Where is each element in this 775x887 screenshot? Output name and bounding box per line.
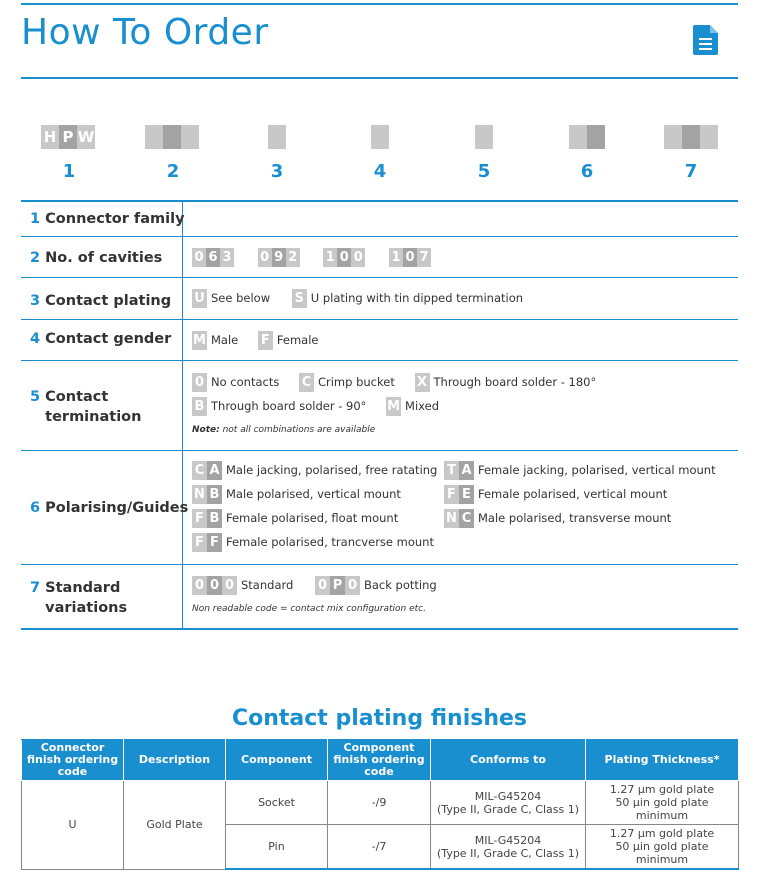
termination-code[interactable]: 0 bbox=[192, 373, 207, 392]
position-number: 4 bbox=[373, 161, 387, 182]
position-number: 3 bbox=[270, 161, 284, 182]
cavity-code[interactable]: 0 9 2 bbox=[258, 248, 300, 267]
code-slot bbox=[664, 125, 682, 149]
termination-options-line1 bbox=[192, 373, 596, 392]
component-cell: Pin bbox=[226, 825, 328, 870]
row-contact-termination bbox=[21, 361, 738, 451]
cavity-code[interactable]: 0 6 3 bbox=[192, 248, 234, 267]
variation-text: Back potting bbox=[363, 578, 437, 592]
termination-text: Crimp bucket bbox=[317, 375, 395, 389]
code-slot bbox=[700, 125, 718, 149]
row-contact-plating bbox=[21, 278, 738, 320]
polarising-option bbox=[444, 485, 667, 504]
polarising-option bbox=[192, 533, 434, 552]
polarising-text: Female polarised, vertical mount bbox=[478, 487, 668, 501]
header-rule bbox=[21, 77, 738, 79]
finishes-title: Contact plating finishes bbox=[231, 706, 528, 731]
position-number: 5 bbox=[477, 161, 491, 182]
polarising-text: Male polarised, vertical mount bbox=[226, 487, 401, 501]
variation-options bbox=[192, 576, 437, 595]
finish-ordering-cell: -/7 bbox=[328, 825, 431, 870]
polarising-text: Male jacking, polarised, free ratating bbox=[226, 463, 438, 477]
termination-text: Mixed bbox=[405, 399, 439, 413]
row-cavities bbox=[21, 237, 738, 278]
termination-code[interactable]: X bbox=[415, 373, 430, 392]
position-number: 2 bbox=[166, 161, 180, 182]
header-cell: Conforms to bbox=[431, 740, 586, 781]
code-slot bbox=[163, 125, 181, 149]
row-standard-variations bbox=[21, 565, 738, 630]
gender-options bbox=[192, 331, 319, 350]
polarising-text: Female polarised, float mount bbox=[226, 511, 399, 525]
code-letter: P bbox=[59, 125, 77, 149]
polarising-code[interactable]: F E bbox=[444, 485, 474, 504]
table-row bbox=[22, 781, 739, 825]
plating-text: See below bbox=[211, 291, 271, 305]
conforms-cell: MIL-G45204 (Type II, Grade C, Class 1) bbox=[431, 825, 586, 870]
document-icon[interactable] bbox=[693, 25, 718, 55]
polarising-option bbox=[192, 509, 398, 528]
termination-note: Note: not all combinations are available bbox=[192, 425, 376, 435]
termination-options-line2 bbox=[192, 397, 439, 416]
polarising-code[interactable]: F F bbox=[192, 533, 222, 552]
row-polarising bbox=[21, 451, 738, 565]
termination-text: Through board solder - 180° bbox=[433, 375, 597, 389]
plating-text: U plating with tin dipped termination bbox=[310, 291, 524, 305]
cavity-options bbox=[192, 248, 431, 267]
polarising-code[interactable]: N B bbox=[192, 485, 222, 504]
row-label: 5 Contact termination bbox=[30, 389, 142, 425]
polarising-option bbox=[444, 509, 671, 528]
gender-code[interactable]: M bbox=[193, 333, 206, 348]
code-letter: H bbox=[41, 125, 59, 149]
polarising-text: Female polarised, trancverse mount bbox=[226, 535, 434, 549]
finishes-table bbox=[21, 739, 739, 870]
position-number: 1 bbox=[62, 161, 76, 182]
plating-options bbox=[192, 289, 523, 308]
thickness-cell: 1.27 µm gold plate 50 µin gold plate minimum bbox=[586, 825, 739, 870]
finish-code-cell: U bbox=[22, 781, 124, 870]
polarising-text: Male polarised, transverse mount bbox=[478, 511, 672, 525]
termination-text: Through board solder - 90° bbox=[211, 399, 367, 413]
component-cell: Socket bbox=[226, 781, 328, 825]
code-slot bbox=[475, 125, 493, 149]
row-label: 6 Polarising/Guides bbox=[30, 500, 189, 516]
termination-text: No contacts bbox=[211, 375, 280, 389]
variation-code[interactable]: 0 P 0 bbox=[315, 576, 360, 595]
gender-text: Male bbox=[211, 333, 239, 347]
header-cell: Plating Thickness* bbox=[586, 740, 739, 781]
position-number: 6 bbox=[580, 161, 594, 182]
variation-text: Standard bbox=[241, 578, 294, 592]
termination-code[interactable]: M bbox=[387, 399, 401, 414]
termination-code[interactable]: B bbox=[192, 397, 207, 416]
header-cell: Description bbox=[124, 740, 226, 781]
thickness-cell: 1.27 µm gold plate 50 µin gold plate minimum bbox=[586, 781, 739, 825]
code-slot bbox=[268, 125, 286, 149]
termination-code[interactable]: C bbox=[299, 373, 314, 392]
variations-note: Non readable code = contact mix configuration etc. bbox=[192, 604, 426, 614]
polarising-text: Female jacking, polarised, vertical mount bbox=[478, 463, 716, 477]
code-slot bbox=[145, 125, 163, 149]
row-label: 4 Contact gender bbox=[30, 331, 172, 347]
row-label: 2 No. of cavities bbox=[30, 250, 163, 266]
polarising-option bbox=[444, 461, 716, 480]
polarising-code[interactable]: N C bbox=[444, 509, 474, 528]
code-slot bbox=[569, 125, 587, 149]
polarising-option bbox=[192, 461, 437, 480]
finishes-header-row bbox=[22, 740, 739, 781]
plating-code[interactable]: U bbox=[192, 289, 207, 308]
order-code-boxes bbox=[0, 125, 775, 149]
row-label: 1 Connector family bbox=[30, 211, 185, 227]
variation-code[interactable]: 0 0 0 bbox=[192, 576, 237, 595]
description-cell: Gold Plate bbox=[124, 781, 226, 870]
conforms-cell: MIL-G45204 (Type II, Grade C, Class 1) bbox=[431, 781, 586, 825]
gender-text: Female bbox=[276, 333, 319, 347]
finish-ordering-cell: -/9 bbox=[328, 781, 431, 825]
header-cell: Component bbox=[226, 740, 328, 781]
row-connector-family bbox=[21, 200, 738, 237]
row-contact-gender bbox=[21, 320, 738, 361]
polarising-option bbox=[192, 485, 401, 504]
code-slot bbox=[587, 125, 605, 149]
row-label: 7 Standard variations bbox=[30, 580, 128, 616]
code-slot bbox=[371, 125, 389, 149]
code-slot bbox=[682, 125, 700, 149]
header-cell: Component finish ordering code bbox=[328, 740, 431, 781]
gender-code[interactable]: F bbox=[258, 331, 273, 350]
code-letter: W bbox=[77, 125, 95, 149]
cavity-code[interactable]: 1 0 0 bbox=[323, 248, 365, 267]
page-title: How To Order bbox=[21, 12, 269, 53]
header-cell: Connector finish ordering code bbox=[22, 740, 124, 781]
polarising-code[interactable]: F B bbox=[192, 509, 222, 528]
position-number: 7 bbox=[684, 161, 698, 182]
polarising-code[interactable]: T A bbox=[444, 461, 474, 480]
plating-code[interactable]: S bbox=[292, 289, 307, 308]
cavity-code[interactable]: 1 0 7 bbox=[389, 248, 431, 267]
code-slot bbox=[181, 125, 199, 149]
polarising-code[interactable]: C A bbox=[192, 461, 222, 480]
top-rule bbox=[21, 3, 738, 5]
row-label: 3 Contact plating bbox=[30, 293, 172, 309]
